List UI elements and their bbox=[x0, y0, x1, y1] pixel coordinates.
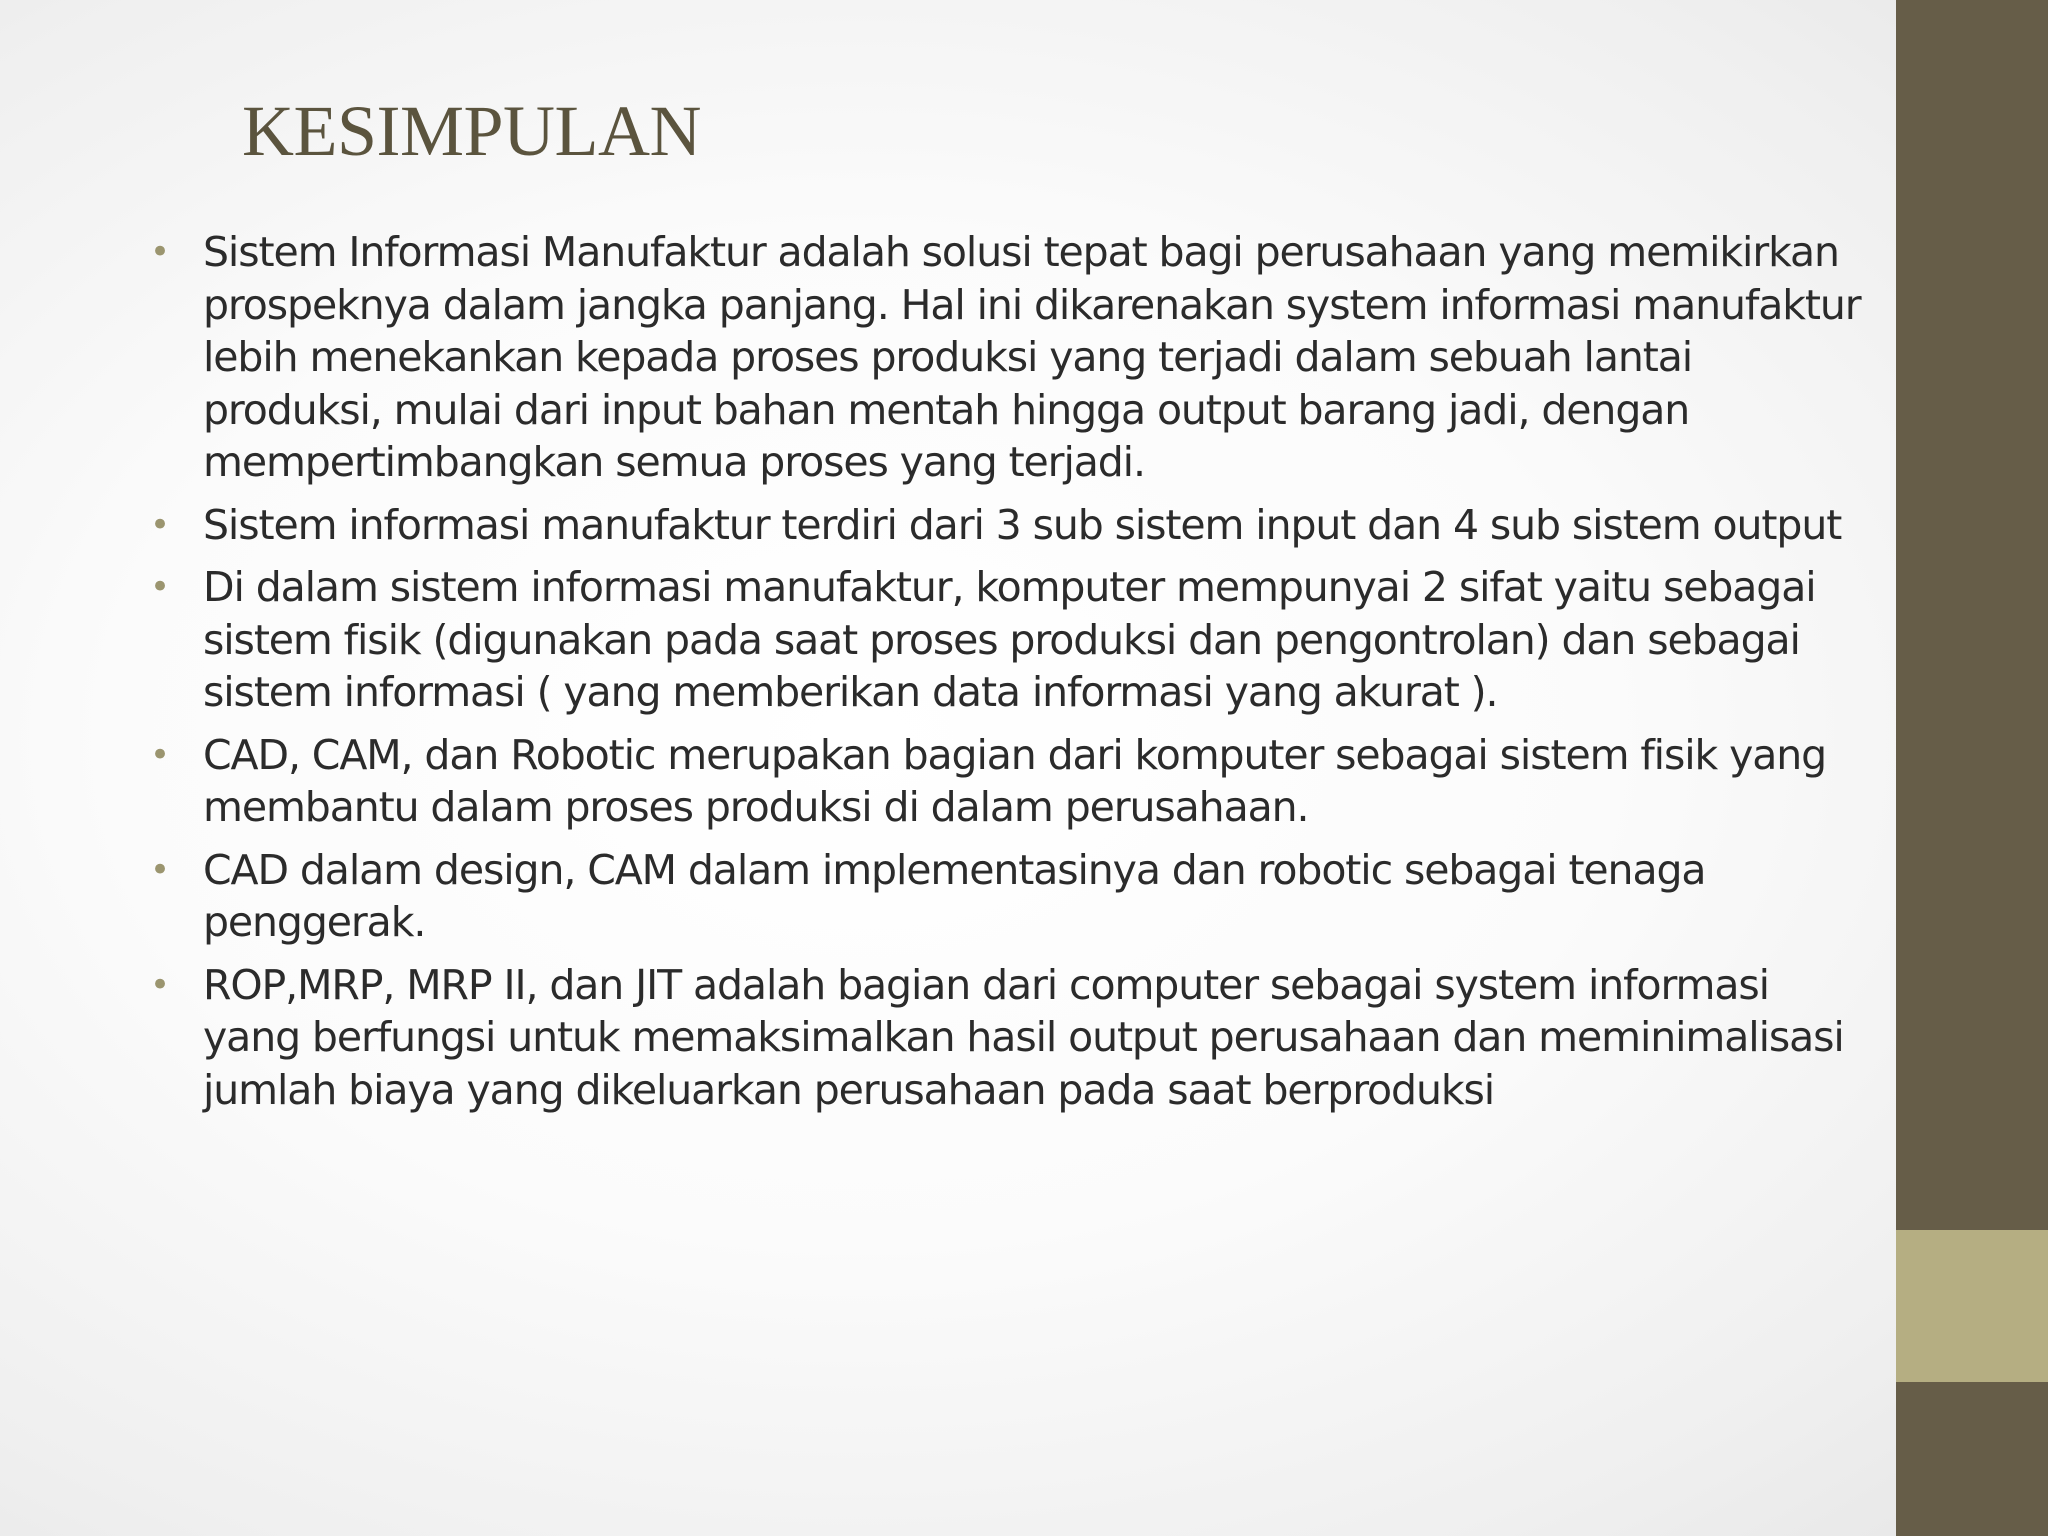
bullet-item bbox=[148, 729, 1876, 834]
bullet-text: Sistem informasi manufaktur terdiri dari 3 sub sistem input dan 4 sub sistem output bbox=[203, 500, 1842, 549]
bullet-text: ROP,MRP, MRP II, dan JIT adalah bagian dari computer sebagai system informasi yang berfungsi untuk memaksimalkan hasil output perusahaan dan meminimalisasi jumlah biaya yang dikeluarkan perusahaan pada saat berproduksi bbox=[203, 960, 1844, 1114]
bullet-item bbox=[148, 226, 1876, 489]
bullet-text: Sistem Informasi Manufaktur adalah solusi tepat bagi perusahaan yang memikirkan prospeknya dalam jangka panjang. Hal ini dikarenakan system informasi manufaktur lebih menekankan kepada proses produksi yang terjadi dalam sebuah lantai produksi, mulai dari input bahan mentah hingga output barang jadi, dengan mempertimbangkan semua proses yang terjadi. bbox=[203, 228, 1861, 486]
slide-title: KESIMPULAN bbox=[242, 91, 702, 171]
bullet-text: Di dalam sistem informasi manufaktur, komputer mempunyai 2 sifat yaitu sebagai sistem fisik (digunakan pada saat proses produksi dan pengontrolan) dan sebagai sistem informasi ( yang memberikan data informasi yang akurat ). bbox=[203, 563, 1816, 716]
bullet-item bbox=[148, 561, 1876, 719]
sidebar-accent-block bbox=[1896, 1230, 2048, 1382]
bullet-list bbox=[148, 226, 1876, 1126]
bullet-text: CAD, CAM, dan Robotic merupakan bagian dari komputer sebagai sistem fisik yang membantu dalam proses produksi di dalam perusahaan. bbox=[203, 730, 1827, 831]
bullet-item bbox=[148, 959, 1876, 1117]
bullet-dot-icon: • bbox=[150, 232, 171, 272]
bullet-dot-icon: • bbox=[150, 964, 171, 1005]
bullet-dot-icon: • bbox=[150, 504, 171, 545]
bullet-item bbox=[148, 844, 1876, 949]
bullet-dot-icon: • bbox=[150, 849, 171, 890]
bullet-item bbox=[148, 499, 1876, 552]
bullet-dot-icon: • bbox=[150, 734, 171, 775]
bullet-text: CAD dalam design, CAM dalam implementasinya dan robotic sebagai tenaga penggerak. bbox=[203, 845, 1706, 946]
bullet-dot-icon: • bbox=[150, 567, 171, 607]
